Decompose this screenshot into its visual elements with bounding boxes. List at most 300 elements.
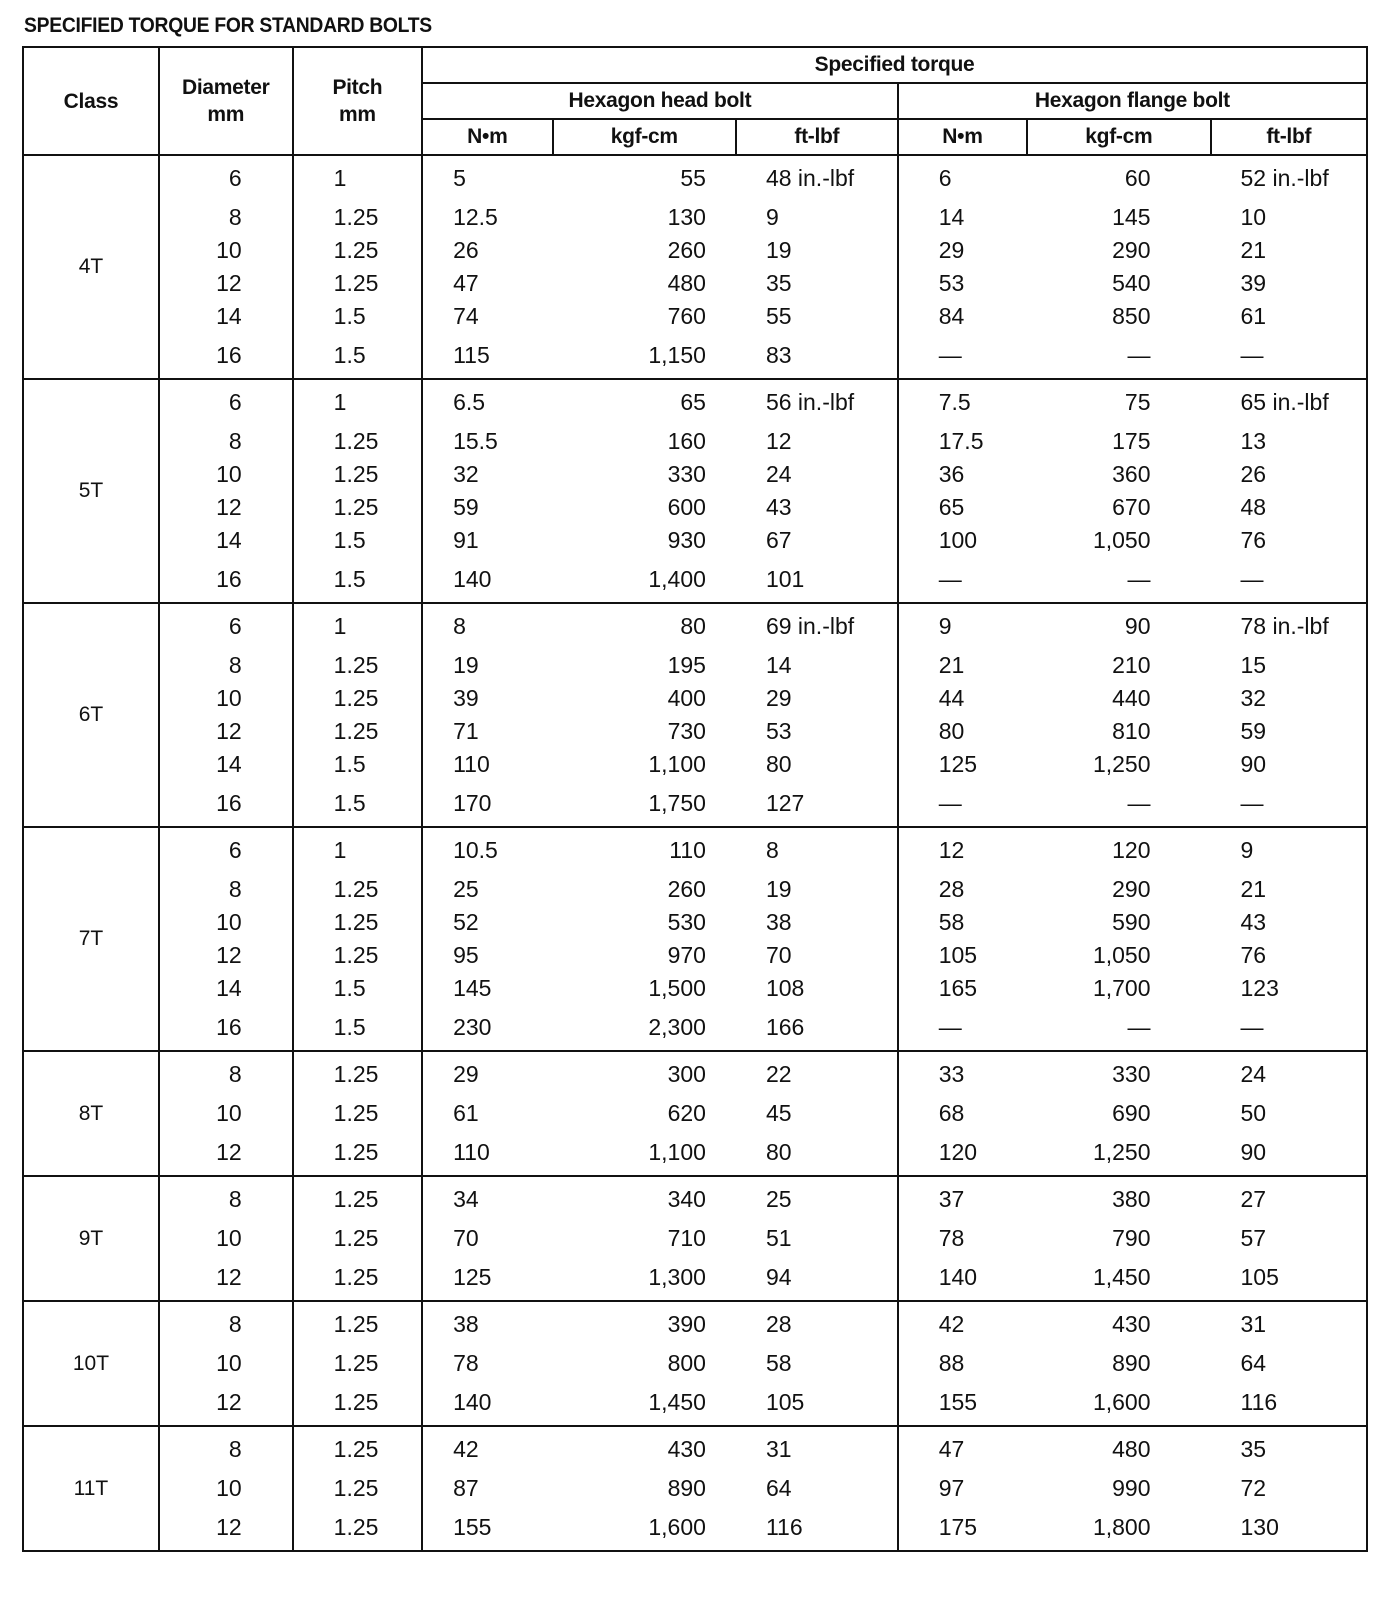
- hex-head-kgfcm-cell: 65: [680, 389, 706, 415]
- pitch-cell: 1: [293, 379, 422, 425]
- hex-head-nm-cell: 78: [422, 1347, 553, 1380]
- unit-header: N•m: [898, 119, 1027, 155]
- hex-flange-ftlbf-cell: 105: [1211, 1255, 1368, 1301]
- hex-flange-ftlbf-cell: 10: [1211, 201, 1368, 234]
- diameter-cell: 6: [159, 603, 293, 649]
- hex-head-ftlbf-cell: 29: [736, 682, 898, 715]
- table-row: [23, 267, 1367, 300]
- pitch-cell: 1.5: [293, 557, 422, 603]
- hex-head-nm-cell: 71: [422, 715, 553, 748]
- hex-head-kgfcm-cell: 400: [667, 685, 706, 711]
- hex-flange-nm-cell: 140: [898, 1255, 1027, 1301]
- hex-flange-kgfcm-cell: 290: [1112, 237, 1151, 263]
- hex-flange-nm-cell: 47: [898, 1426, 1027, 1472]
- hex-flange-nm-cell: 37: [898, 1176, 1027, 1222]
- hex-head-ftlbf-cell: 22: [736, 1051, 898, 1097]
- hex-flange-ftlbf-cell: 76: [1211, 939, 1368, 972]
- pitch-cell: 1.5: [293, 1005, 422, 1051]
- class-cell: 10T: [23, 1301, 159, 1426]
- pitch-cell: 1.25: [293, 1347, 422, 1380]
- hex-head-ftlbf-cell: 12: [736, 425, 898, 458]
- hex-flange-nm-cell: 68: [898, 1097, 1027, 1130]
- hex-flange-ftlbf-cell: 43: [1211, 906, 1368, 939]
- table-row: [23, 491, 1367, 524]
- table-row: [23, 1380, 1367, 1426]
- specified-torque-header: Specified torque: [422, 47, 1367, 83]
- table-row: [23, 300, 1367, 333]
- hex-flange-nm-cell: —: [898, 333, 1027, 379]
- hex-head-kgfcm-cell: 710: [667, 1225, 706, 1251]
- class-group-4t: [23, 155, 1367, 379]
- table-row: [23, 524, 1367, 557]
- hex-head-kgfcm-cell: 620: [667, 1100, 706, 1126]
- hex-flange-kgfcm-cell: 430: [1112, 1311, 1151, 1337]
- hex-flange-ftlbf-cell: 39: [1211, 267, 1368, 300]
- hex-head-nm-cell: 42: [422, 1426, 553, 1472]
- hex-flange-ftlbf-cell: 15: [1211, 649, 1368, 682]
- table-row: [23, 1176, 1367, 1222]
- hex-head-nm-cell: 74: [422, 300, 553, 333]
- hex-head-ftlbf-cell: 38: [736, 906, 898, 939]
- hex-flange-ftlbf-cell: 116: [1211, 1380, 1368, 1426]
- hex-flange-kgfcm-cell: 330: [1112, 1061, 1151, 1087]
- pitch-cell: 1.25: [293, 491, 422, 524]
- hex-head-ftlbf-cell: 25: [736, 1176, 898, 1222]
- hex-head-nm-cell: 38: [422, 1301, 553, 1347]
- hex-head-kgfcm-cell: 300: [667, 1061, 706, 1087]
- hex-head-nm-cell: 19: [422, 649, 553, 682]
- hex-flange-ftlbf-cell: 76: [1211, 524, 1368, 557]
- hex-head-nm-cell: 125: [422, 1255, 553, 1301]
- hex-head-bolt-header: Hexagon head bolt: [422, 83, 898, 119]
- class-cell: 4T: [23, 155, 159, 379]
- diameter-cell: 10: [159, 458, 293, 491]
- hex-head-ftlbf-cell: 127: [736, 781, 898, 827]
- hex-head-ftlbf-cell: 105: [736, 1380, 898, 1426]
- hex-flange-nm-cell: 65: [898, 491, 1027, 524]
- diameter-cell: 14: [159, 300, 293, 333]
- class-group-11t: [23, 1426, 1367, 1551]
- diameter-cell: 14: [159, 524, 293, 557]
- hex-flange-nm-cell: 12: [898, 827, 1027, 873]
- hex-head-nm-cell: 29: [422, 1051, 553, 1097]
- hex-head-ftlbf-cell: 70: [736, 939, 898, 972]
- hex-flange-nm-cell: 21: [898, 649, 1027, 682]
- pitch-cell: 1.25: [293, 649, 422, 682]
- hex-flange-ftlbf-cell: 21: [1211, 873, 1368, 906]
- pitch-cell: 1.25: [293, 458, 422, 491]
- hex-head-kgfcm-cell: 330: [667, 461, 706, 487]
- pitch-cell: 1.25: [293, 267, 422, 300]
- class-header: Class: [23, 47, 159, 155]
- diameter-cell: 12: [159, 1255, 293, 1301]
- hex-flange-kgfcm-cell: 120: [1112, 837, 1151, 863]
- table-row: [23, 781, 1367, 827]
- hex-flange-ftlbf-cell: —: [1211, 781, 1368, 827]
- hex-head-ftlbf-cell: 108: [736, 972, 898, 1005]
- hex-flange-nm-cell: 100: [898, 524, 1027, 557]
- pitch-cell: 1.5: [293, 333, 422, 379]
- table-row: [23, 425, 1367, 458]
- pitch-cell: 1.25: [293, 1176, 422, 1222]
- pitch-cell: 1.25: [293, 1255, 422, 1301]
- diameter-cell: 10: [159, 1347, 293, 1380]
- hex-head-kgfcm-cell: 195: [667, 652, 706, 678]
- table-row: [23, 1097, 1367, 1130]
- pitch-cell: 1: [293, 155, 422, 201]
- hex-head-kgfcm-cell: 80: [680, 613, 706, 639]
- hex-flange-kgfcm-cell: 850: [1112, 303, 1151, 329]
- class-cell: 7T: [23, 827, 159, 1051]
- class-cell: 8T: [23, 1051, 159, 1176]
- hex-flange-kgfcm-cell: 990: [1112, 1475, 1151, 1501]
- hex-flange-kgfcm-cell: 590: [1112, 909, 1151, 935]
- diameter-header: Diameter mm: [159, 47, 293, 155]
- hex-head-ftlbf-cell: 51: [736, 1222, 898, 1255]
- table-row: [23, 939, 1367, 972]
- hex-flange-kgfcm-cell: 890: [1112, 1350, 1151, 1376]
- hex-head-ftlbf-cell: 28: [736, 1301, 898, 1347]
- hex-flange-nm-cell: 14: [898, 201, 1027, 234]
- hex-head-nm-cell: 39: [422, 682, 553, 715]
- hex-head-nm-cell: 32: [422, 458, 553, 491]
- hex-head-ftlbf-cell: 31: [736, 1426, 898, 1472]
- pitch-header: Pitch mm: [293, 47, 422, 155]
- pitch-cell: 1.5: [293, 524, 422, 557]
- diameter-cell: 12: [159, 1130, 293, 1176]
- hex-head-kgfcm-cell: 2,300: [648, 1014, 706, 1040]
- hex-flange-kgfcm-cell: 290: [1112, 876, 1151, 902]
- diameter-cell: 8: [159, 1051, 293, 1097]
- pitch-cell: 1.5: [293, 781, 422, 827]
- hex-head-ftlbf-cell: 80: [736, 1130, 898, 1176]
- hex-flange-nm-cell: 58: [898, 906, 1027, 939]
- hex-flange-nm-cell: 36: [898, 458, 1027, 491]
- hex-head-nm-cell: 95: [422, 939, 553, 972]
- hex-flange-kgfcm-cell: —: [1127, 790, 1151, 816]
- pitch-cell: 1.25: [293, 1097, 422, 1130]
- hex-head-ftlbf-cell: 48 in.-lbf: [736, 155, 898, 201]
- hex-head-nm-cell: 26: [422, 234, 553, 267]
- hex-flange-nm-cell: 105: [898, 939, 1027, 972]
- unit-header: ft-lbf: [736, 119, 898, 155]
- unit-header: kgf-cm: [553, 119, 736, 155]
- hex-flange-nm-cell: 120: [898, 1130, 1027, 1176]
- hex-flange-ftlbf-cell: —: [1211, 333, 1368, 379]
- hex-head-ftlbf-cell: 19: [736, 234, 898, 267]
- hex-head-nm-cell: 12.5: [422, 201, 553, 234]
- table-row: [23, 234, 1367, 267]
- hex-head-ftlbf-cell: 43: [736, 491, 898, 524]
- hex-flange-kgfcm-cell: 60: [1124, 165, 1151, 191]
- hex-head-nm-cell: 8: [422, 603, 553, 649]
- hex-head-ftlbf-cell: 55: [736, 300, 898, 333]
- hex-head-nm-cell: 91: [422, 524, 553, 557]
- diameter-cell: 16: [159, 781, 293, 827]
- pitch-cell: 1: [293, 603, 422, 649]
- hex-flange-kgfcm-cell: —: [1127, 566, 1151, 592]
- hex-flange-nm-cell: 33: [898, 1051, 1027, 1097]
- diameter-cell: 12: [159, 715, 293, 748]
- diameter-cell: 14: [159, 748, 293, 781]
- pitch-cell: 1.5: [293, 748, 422, 781]
- table-row: [23, 748, 1367, 781]
- hex-flange-nm-cell: 125: [898, 748, 1027, 781]
- hex-head-nm-cell: 52: [422, 906, 553, 939]
- hex-head-nm-cell: 59: [422, 491, 553, 524]
- diameter-cell: 12: [159, 1505, 293, 1551]
- pitch-cell: 1.5: [293, 972, 422, 1005]
- torque-table: [22, 46, 1368, 1552]
- hex-flange-nm-cell: 17.5: [898, 425, 1027, 458]
- hex-head-nm-cell: 10.5: [422, 827, 553, 873]
- hex-head-kgfcm-cell: 890: [667, 1475, 706, 1501]
- diameter-cell: 6: [159, 155, 293, 201]
- diameter-cell: 8: [159, 1426, 293, 1472]
- hex-flange-kgfcm-cell: 790: [1112, 1225, 1151, 1251]
- hex-flange-ftlbf-cell: 90: [1211, 748, 1368, 781]
- diameter-cell: 16: [159, 1005, 293, 1051]
- hex-flange-kgfcm-cell: 75: [1124, 389, 1151, 415]
- diameter-cell: 10: [159, 234, 293, 267]
- hex-flange-kgfcm-cell: 360: [1112, 461, 1151, 487]
- class-group-6t: [23, 603, 1367, 827]
- hex-flange-ftlbf-cell: 50: [1211, 1097, 1368, 1130]
- hex-flange-kgfcm-cell: 690: [1112, 1100, 1151, 1126]
- class-group-5t: [23, 379, 1367, 603]
- hex-head-nm-cell: 15.5: [422, 425, 553, 458]
- hex-flange-nm-cell: 88: [898, 1347, 1027, 1380]
- pitch-cell: 1.25: [293, 1222, 422, 1255]
- unit-header: ft-lbf: [1211, 119, 1368, 155]
- hex-head-kgfcm-cell: 930: [667, 527, 706, 553]
- hex-flange-nm-cell: 84: [898, 300, 1027, 333]
- hex-flange-nm-cell: 7.5: [898, 379, 1027, 425]
- pitch-cell: 1.25: [293, 1051, 422, 1097]
- hex-flange-nm-cell: 6: [898, 155, 1027, 201]
- hex-flange-nm-cell: 165: [898, 972, 1027, 1005]
- hex-head-ftlbf-cell: 83: [736, 333, 898, 379]
- diameter-cell: 8: [159, 1301, 293, 1347]
- hex-flange-kgfcm-cell: —: [1127, 1014, 1151, 1040]
- hex-flange-ftlbf-cell: 90: [1211, 1130, 1368, 1176]
- class-cell: 5T: [23, 379, 159, 603]
- hex-head-nm-cell: 47: [422, 267, 553, 300]
- table-row: [23, 906, 1367, 939]
- pitch-cell: 1: [293, 827, 422, 873]
- hex-head-ftlbf-cell: 9: [736, 201, 898, 234]
- table-row: [23, 557, 1367, 603]
- table-row: [23, 1255, 1367, 1301]
- hex-head-nm-cell: 140: [422, 557, 553, 603]
- hex-flange-nm-cell: —: [898, 781, 1027, 827]
- table-row: [23, 379, 1367, 425]
- hex-flange-kgfcm-cell: 145: [1112, 204, 1151, 230]
- hex-head-kgfcm-cell: 1,600: [648, 1514, 706, 1540]
- diameter-cell: 8: [159, 649, 293, 682]
- hex-head-kgfcm-cell: 130: [667, 204, 706, 230]
- hex-flange-ftlbf-cell: 64: [1211, 1347, 1368, 1380]
- class-cell: 9T: [23, 1176, 159, 1301]
- hex-flange-nm-cell: 80: [898, 715, 1027, 748]
- hex-flange-ftlbf-cell: 48: [1211, 491, 1368, 524]
- pitch-cell: 1.25: [293, 234, 422, 267]
- hex-head-ftlbf-cell: 53: [736, 715, 898, 748]
- table-row: [23, 1426, 1367, 1472]
- hex-head-kgfcm-cell: 730: [667, 718, 706, 744]
- hex-flange-nm-cell: 53: [898, 267, 1027, 300]
- pitch-cell: 1.25: [293, 425, 422, 458]
- table-row: [23, 873, 1367, 906]
- table-row: [23, 649, 1367, 682]
- hex-flange-kgfcm-cell: 1,450: [1092, 1264, 1151, 1290]
- unit-header: N•m: [422, 119, 553, 155]
- hex-flange-kgfcm-cell: 1,600: [1092, 1389, 1151, 1415]
- hex-flange-ftlbf-cell: 78 in.-lbf: [1211, 603, 1368, 649]
- hex-flange-nm-cell: 175: [898, 1505, 1027, 1551]
- hex-flange-kgfcm-cell: 1,800: [1092, 1514, 1151, 1540]
- table-row: [23, 682, 1367, 715]
- hex-flange-ftlbf-cell: 9: [1211, 827, 1368, 873]
- pitch-cell: 1.25: [293, 1426, 422, 1472]
- hex-flange-ftlbf-cell: 35: [1211, 1426, 1368, 1472]
- hex-head-kgfcm-cell: 480: [667, 270, 706, 296]
- hex-flange-nm-cell: 28: [898, 873, 1027, 906]
- hex-flange-ftlbf-cell: 31: [1211, 1301, 1368, 1347]
- class-group-7t: [23, 827, 1367, 1051]
- class-group-8t: [23, 1051, 1367, 1176]
- hex-head-ftlbf-cell: 58: [736, 1347, 898, 1380]
- hex-head-ftlbf-cell: 14: [736, 649, 898, 682]
- hex-head-nm-cell: 145: [422, 972, 553, 1005]
- hex-head-nm-cell: 25: [422, 873, 553, 906]
- hex-flange-ftlbf-cell: 72: [1211, 1472, 1368, 1505]
- hex-head-ftlbf-cell: 166: [736, 1005, 898, 1051]
- hex-flange-nm-cell: 155: [898, 1380, 1027, 1426]
- hex-head-ftlbf-cell: 45: [736, 1097, 898, 1130]
- hex-head-nm-cell: 5: [422, 155, 553, 201]
- pitch-cell: 1.25: [293, 715, 422, 748]
- table-row: [23, 827, 1367, 873]
- diameter-cell: 16: [159, 557, 293, 603]
- hex-flange-ftlbf-cell: 61: [1211, 300, 1368, 333]
- diameter-cell: 14: [159, 972, 293, 1005]
- pitch-cell: 1.25: [293, 1472, 422, 1505]
- hex-flange-nm-cell: 29: [898, 234, 1027, 267]
- diameter-cell: 12: [159, 1380, 293, 1426]
- hex-flange-kgfcm-cell: 1,700: [1092, 975, 1151, 1001]
- table-row: [23, 1005, 1367, 1051]
- table-row: [23, 972, 1367, 1005]
- hex-flange-nm-cell: 78: [898, 1222, 1027, 1255]
- hex-flange-ftlbf-cell: 27: [1211, 1176, 1368, 1222]
- hex-head-kgfcm-cell: 340: [667, 1186, 706, 1212]
- diameter-cell: 10: [159, 682, 293, 715]
- hex-head-ftlbf-cell: 35: [736, 267, 898, 300]
- hex-head-nm-cell: 70: [422, 1222, 553, 1255]
- hex-flange-nm-cell: 44: [898, 682, 1027, 715]
- hex-head-ftlbf-cell: 8: [736, 827, 898, 873]
- pitch-cell: 1.5: [293, 300, 422, 333]
- hex-head-kgfcm-cell: 1,450: [648, 1389, 706, 1415]
- hex-flange-kgfcm-cell: 1,050: [1092, 942, 1151, 968]
- diameter-cell: 8: [159, 1176, 293, 1222]
- hex-flange-ftlbf-cell: 13: [1211, 425, 1368, 458]
- hex-head-kgfcm-cell: 260: [667, 237, 706, 263]
- table-row: [23, 1130, 1367, 1176]
- hex-flange-kgfcm-cell: 1,250: [1092, 751, 1151, 777]
- pitch-cell: 1.25: [293, 1301, 422, 1347]
- hex-head-ftlbf-cell: 67: [736, 524, 898, 557]
- class-cell: 11T: [23, 1426, 159, 1551]
- table-row: [23, 333, 1367, 379]
- pitch-cell: 1.25: [293, 1380, 422, 1426]
- hex-flange-kgfcm-cell: 810: [1112, 718, 1151, 744]
- hex-head-kgfcm-cell: 970: [667, 942, 706, 968]
- hex-flange-ftlbf-cell: 21: [1211, 234, 1368, 267]
- hex-head-kgfcm-cell: 530: [667, 909, 706, 935]
- hex-head-kgfcm-cell: 1,100: [648, 1139, 706, 1165]
- diameter-cell: 10: [159, 1097, 293, 1130]
- hex-flange-kgfcm-cell: —: [1127, 342, 1151, 368]
- table-header: [23, 47, 1367, 155]
- hex-head-ftlbf-cell: 116: [736, 1505, 898, 1551]
- table-row: [23, 201, 1367, 234]
- diameter-cell: 12: [159, 491, 293, 524]
- hex-flange-kgfcm-cell: 440: [1112, 685, 1151, 711]
- hex-head-nm-cell: 110: [422, 748, 553, 781]
- hex-flange-ftlbf-cell: —: [1211, 1005, 1368, 1051]
- hex-head-kgfcm-cell: 800: [667, 1350, 706, 1376]
- hex-head-ftlbf-cell: 80: [736, 748, 898, 781]
- hex-flange-bolt-header: Hexagon flange bolt: [898, 83, 1367, 119]
- diameter-cell: 8: [159, 873, 293, 906]
- hex-head-nm-cell: 110: [422, 1130, 553, 1176]
- hex-head-kgfcm-cell: 430: [667, 1436, 706, 1462]
- hex-flange-kgfcm-cell: 90: [1124, 613, 1151, 639]
- hex-flange-ftlbf-cell: 24: [1211, 1051, 1368, 1097]
- diameter-cell: 10: [159, 1472, 293, 1505]
- hex-head-ftlbf-cell: 24: [736, 458, 898, 491]
- pitch-cell: 1.25: [293, 201, 422, 234]
- hex-flange-nm-cell: —: [898, 1005, 1027, 1051]
- hex-head-kgfcm-cell: 1,300: [648, 1264, 706, 1290]
- diameter-cell: 10: [159, 906, 293, 939]
- pitch-cell: 1.25: [293, 939, 422, 972]
- diameter-cell: 12: [159, 939, 293, 972]
- table-row: [23, 1051, 1367, 1097]
- diameter-cell: 16: [159, 333, 293, 379]
- diameter-cell: 6: [159, 827, 293, 873]
- table-row: [23, 458, 1367, 491]
- hex-head-kgfcm-cell: 1,750: [648, 790, 706, 816]
- diameter-cell: 10: [159, 1222, 293, 1255]
- table-row: [23, 715, 1367, 748]
- hex-head-kgfcm-cell: 760: [667, 303, 706, 329]
- hex-head-nm-cell: 87: [422, 1472, 553, 1505]
- diameter-cell: 12: [159, 267, 293, 300]
- diameter-cell: 8: [159, 425, 293, 458]
- hex-head-kgfcm-cell: 390: [667, 1311, 706, 1337]
- hex-flange-ftlbf-cell: 52 in.-lbf: [1211, 155, 1368, 201]
- hex-head-ftlbf-cell: 101: [736, 557, 898, 603]
- hex-flange-kgfcm-cell: 380: [1112, 1186, 1151, 1212]
- hex-head-ftlbf-cell: 19: [736, 873, 898, 906]
- page-title: SPECIFIED TORQUE FOR STANDARD BOLTS: [24, 14, 432, 37]
- hex-head-kgfcm-cell: 160: [667, 428, 706, 454]
- hex-flange-ftlbf-cell: 123: [1211, 972, 1368, 1005]
- hex-flange-nm-cell: —: [898, 557, 1027, 603]
